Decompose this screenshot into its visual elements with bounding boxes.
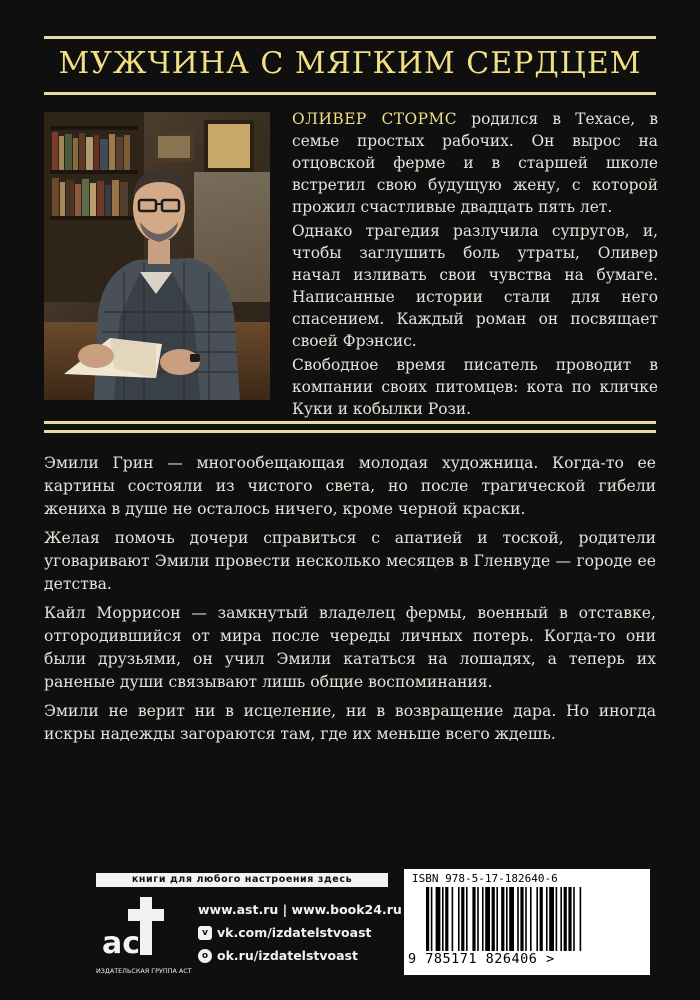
author-name: ОЛИВЕР СТОРМС [292,110,458,128]
isbn-text: ISBN 978-5-17-182640-6 [412,872,558,885]
book-blurb [44,452,656,752]
ast-logo [96,893,192,977]
title-rule [44,92,656,95]
bio-paragraph-3: Свободное время писатель проводит в компании своих питомцев: кота по кличке Куки и кобылки Рози. [292,356,658,418]
blurb-paragraph-4: Эмили не верит ни в исцеление, ни в возвращение дара. Но иногда искры надежды загораются там, где их меньше всего ждешь. [44,702,656,743]
blurb-paragraph-1: Эмили Грин — многообещающая молодая художница. Когда-то ее картины состояли из чистого света, но после трагической гибели жениха в душе не осталось ничего, кроме черной краски. [44,454,656,518]
bio-paragraph-1 [292,108,658,218]
barcode-bars [426,887,626,951]
publisher-contacts [198,898,402,967]
ok-row [198,944,402,967]
top-rule [44,36,656,39]
author-photo [44,112,270,400]
ok-icon: o [198,949,212,963]
isbn-barcode [404,869,650,975]
ast-logo-text: ac [102,926,141,961]
websites-link[interactable]: www.ast.ru | www.book24.ru [198,902,402,917]
publisher-caption: ИЗДАТЕЛЬСКАЯ ГРУППА АСТ [96,967,192,975]
publisher-tagline: книги для любого настроения здесь [96,873,388,887]
vk-link[interactable]: vk.com/izdatelstvoast [217,925,372,940]
bio-paragraph-2: Однако трагедия разлучила супругов, и, чтобы заглушить боль утраты, Оливер начал изливать свои чувства на бумаге. Написанные истории стали для него спасением. Каждый роман он посвящает своей Фрэнсис. [292,222,658,350]
barcode-number: 9 785171 826406 > [408,951,555,967]
mid-rule-2 [44,430,656,433]
websites-row [198,898,402,921]
book-title: МУЖЧИНА С МЯГКИМ СЕРДЦЕМ [58,46,642,81]
author-bio [292,108,658,422]
ok-link[interactable]: ok.ru/izdatelstvoast [217,948,358,963]
bio-paragraph-1-text: родился в Техасе, в семье простых рабочих. Он вырос на отцовской ферме и в старшей школе встретил свою будущую жену, с которой прожил счастливые двадцать пять лет. [292,110,658,216]
vk-icon: v [198,926,212,940]
blurb-paragraph-2: Желая помочь дочери справиться с апатией и тоской, родители уговаривают Эмили провести несколько месяцев в Гленвуде — городе ее детства. [44,529,656,593]
vk-row [198,921,402,944]
mid-rule-1 [44,421,656,424]
blurb-paragraph-3: Кайл Моррисон — замкнутый владелец фермы, военный в отставке, отгородившийся от мира после череды личных потерь. Когда-то они были друзьями, он учил Эмили кататься на лошадях, а теперь их раненые души связывают лишь общие воспоминания. [44,604,656,691]
